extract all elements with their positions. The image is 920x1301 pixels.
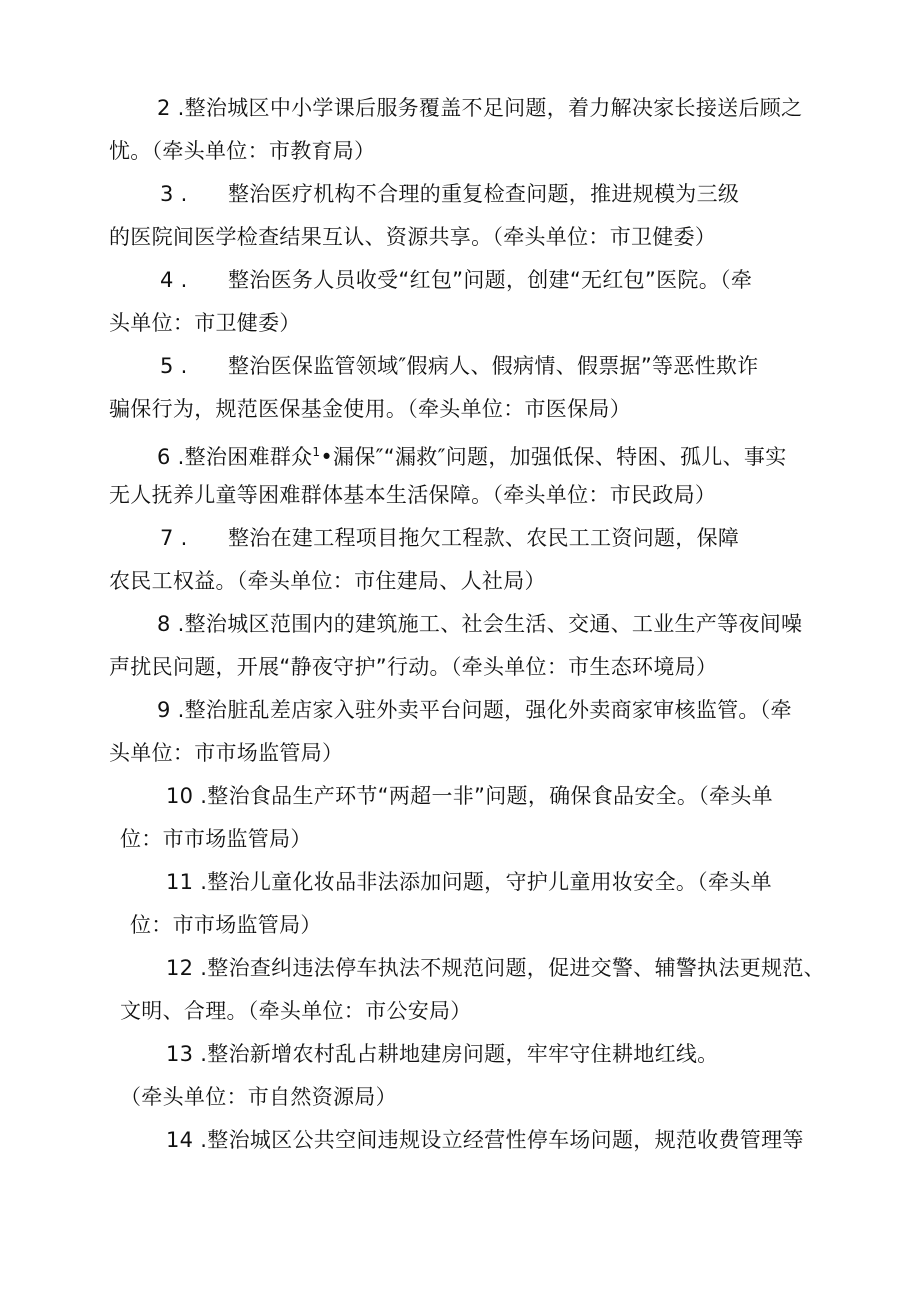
item-7-line-1 (160, 523, 739, 553)
item-10-line-2 (120, 824, 312, 854)
item-text: .整治新增农村乱占耕地建房问题，牢牢守住耕地红线。 (193, 1042, 719, 1066)
footnote-marker: 1 (312, 445, 321, 459)
item-text: 骗保行为，规范医保基金使用。（牵头单位：市医保局） (109, 397, 631, 421)
item-14-line-1 (166, 1125, 804, 1155)
item-text: .整治查纠违法停车执法不规范问题，促进交警、辅警执法更规范、 (193, 956, 825, 980)
item-text: 农民工权益。（牵头单位：市住建局、人社局） (109, 569, 546, 593)
item-10-line-1 (166, 781, 773, 811)
item-number: 6 (157, 445, 171, 469)
item-text: •漏保″“漏救″问题，加强低保、特困、孤儿、事实 (320, 445, 787, 469)
item-12-line-2 (120, 996, 472, 1026)
item-text: 头单位：市市场监管局） (109, 741, 344, 765)
item-text: 头单位：市卫健委） (109, 311, 301, 335)
item-2-line-1 (157, 93, 802, 123)
item-number: 10 (166, 784, 194, 808)
item-text: .整治城区中小学课后服务覆盖不足问题，着力解决家长接送后顾之 (170, 96, 803, 120)
item-text: 位：市市场监管局） (120, 827, 312, 851)
item-13-line-2 (120, 1082, 397, 1112)
item-number: 12 (166, 956, 194, 980)
item-11-line-2 (130, 910, 322, 940)
item-text: 无人抚养儿童等困难群体基本生活保障。（牵头单位：市民政局） (109, 483, 717, 507)
item-4-line-1 (160, 265, 752, 295)
item-text: .整治脏乱差店家入驻外卖平台问题，强化外卖商家审核监管。（牵 (170, 698, 792, 722)
item-number: 11 (166, 870, 194, 894)
item-text: （牵头单位：市自然资源局） (120, 1085, 397, 1109)
item-5-line-2 (109, 394, 631, 424)
item-3-line-1 (160, 179, 739, 209)
item-text: 整治医保监管领域″假病人、假病情、假票据”等恶性欺诈 (228, 354, 759, 378)
item-7-line-2 (109, 566, 546, 596)
item-text: .整治儿童化妆品非法添加问题，守护儿童用妆安全。（牵头单 (193, 870, 772, 894)
item-5-line-1 (160, 351, 759, 381)
item-8-line-1 (157, 609, 802, 639)
item-text: .整治食品生产环节“两超一非”问题，确保食品安全。（牵头单 (193, 784, 773, 808)
item-text: 声扰民问题，开展“静夜守护”行动。（牵头单位：市生态环境局） (109, 655, 718, 679)
item-11-line-1 (166, 867, 772, 897)
item-2-line-2 (109, 136, 375, 166)
item-text: 忧。（牵头单位：市教育局） (109, 139, 376, 163)
item-number: 14 (166, 1128, 194, 1152)
item-12-line-1 (166, 953, 825, 983)
item-text: .整治城区公共空间违规设立经营性停车场问题，规范收费管理等 (193, 1128, 804, 1152)
item-8-line-2 (109, 652, 717, 682)
item-4-line-2 (109, 308, 301, 338)
item-text: 整治在建工程项目拖欠工程款、农民工工资问题，保障 (228, 526, 740, 550)
item-number: 5 . (160, 354, 188, 378)
item-number: 7 . (160, 526, 188, 550)
item-number: 13 (166, 1042, 194, 1066)
item-text: 文明、合理。（牵头单位：市公安局） (120, 999, 472, 1023)
item-6-line-1 (157, 437, 787, 472)
item-text: 位：市市场监管局） (130, 913, 322, 937)
item-9-line-2 (109, 738, 343, 768)
item-9-line-1 (157, 695, 792, 725)
item-text: .整治困难群众 (170, 445, 313, 469)
item-number: 4 . (160, 268, 188, 292)
item-number: 8 (157, 612, 171, 636)
item-text: 的医院间医学检查结果互认、资源共享。（牵头单位：市卫健委） (109, 225, 717, 249)
item-3-line-2 (109, 222, 716, 252)
item-text: 整治医疗机构不合理的重复检查问题，推进规模为三级 (228, 182, 740, 206)
item-13-line-1 (166, 1039, 718, 1069)
item-number: 3 . (160, 182, 188, 206)
item-number: 9 (157, 698, 171, 722)
item-text: 整治医务人员收受“红包”问题，创建“无红包”医院。（牵 (228, 268, 753, 292)
item-6-line-2 (109, 480, 716, 510)
item-text: .整治城区范围内的建筑施工、社会生活、交通、工业生产等夜间噪 (170, 612, 803, 636)
item-number: 2 (157, 96, 171, 120)
